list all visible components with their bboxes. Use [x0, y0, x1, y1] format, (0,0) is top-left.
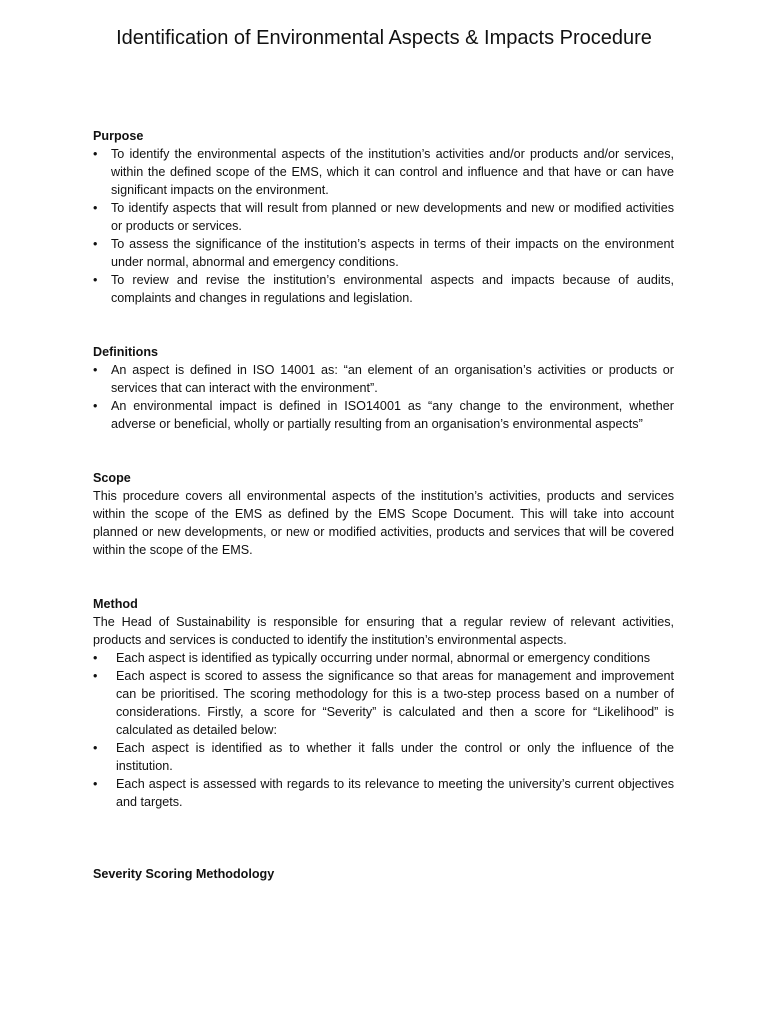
purpose-list [93, 145, 674, 307]
list-item-text: To identify the environmental aspects of the institution’s activities and/or products and/or services, within the defined scope of the EMS, which it can control and influence and that have or can have significant impacts on the environment. [111, 147, 674, 197]
purpose-section [93, 127, 674, 307]
list-item [93, 649, 674, 667]
list-item [93, 739, 674, 775]
list-item [93, 667, 674, 739]
list-item [93, 361, 674, 397]
definitions-heading: Definitions [93, 345, 159, 359]
bullet-icon: • [93, 363, 98, 377]
list-item-text: To review and revise the institution’s environmental aspects and impacts because of audits, complaints and changes in regulations and legislation. [111, 273, 674, 305]
bullet-icon: • [93, 399, 98, 413]
bullet-icon: • [93, 669, 98, 683]
bullet-icon: • [93, 741, 98, 755]
bullet-icon: • [93, 777, 98, 791]
list-item-text: Each aspect is identified as to whether it falls under the control or only the influence of the institution. [116, 741, 674, 773]
method-intro: The Head of Sustainability is responsible for ensuring that a regular review of relevant activities, products and services is conducted to identify the institution’s environmental aspects. [93, 615, 674, 647]
bullet-icon: • [93, 273, 98, 287]
scope-section [93, 469, 674, 559]
severity-section [93, 865, 674, 883]
list-item-text: An aspect is defined in ISO 14001 as: “an element of an organisation’s activities or products or services that can interact with the environment”. [111, 363, 674, 395]
bullet-icon: • [93, 237, 98, 251]
scope-heading: Scope [93, 471, 131, 485]
section-spacer [93, 811, 674, 865]
list-item-text: Each aspect is assessed with regards to its relevance to meeting the university’s current objectives and targets. [116, 777, 674, 809]
document-body [93, 127, 674, 883]
list-item-text: To assess the significance of the institution’s aspects in terms of their impacts on the environment under normal, abnormal and emergency conditions. [111, 237, 674, 269]
purpose-heading: Purpose [93, 129, 144, 143]
bullet-icon: • [93, 147, 98, 161]
list-item-text: To identify aspects that will result from planned or new developments and new or modified activities or products or services. [111, 201, 674, 233]
list-item [93, 271, 674, 307]
list-item [93, 397, 674, 433]
scope-text: This procedure covers all environmental aspects of the institution’s activities, products and services within the scope of the EMS as defined by the EMS Scope Document. This will take into account planned or new developments, or new or modified activities, products and services that will be covered within the scope of the EMS. [93, 489, 674, 557]
definitions-section [93, 343, 674, 433]
list-item [93, 775, 674, 811]
severity-heading: Severity Scoring Methodology [93, 867, 275, 881]
list-item [93, 235, 674, 271]
method-list [93, 649, 674, 811]
bullet-icon: • [93, 201, 98, 215]
section-spacer [93, 433, 674, 469]
method-section [93, 595, 674, 811]
section-spacer [93, 307, 674, 343]
list-item-text: Each aspect is identified as typically occurring under normal, abnormal or emergency conditions [116, 651, 651, 665]
bullet-icon: • [93, 651, 98, 665]
list-item [93, 199, 674, 235]
document-title: Identification of Environmental Aspects & Impacts Procedure [116, 27, 652, 49]
list-item [93, 145, 674, 199]
section-spacer [93, 559, 674, 595]
list-item-text: An environmental impact is defined in ISO14001 as “any change to the environment, whether adverse or beneficial, wholly or partially resulting from an organisation’s environmental aspects” [111, 399, 674, 431]
list-item-text: Each aspect is scored to assess the significance so that areas for management and improvement can be prioritised. The scoring methodology for this is a two-step process based on a number of considerations. Firstly, a score for “Severity” is calculated and then a score for “Likelihood” is calculated as detailed below: [116, 669, 674, 737]
method-heading: Method [93, 597, 138, 611]
definitions-list [93, 361, 674, 433]
